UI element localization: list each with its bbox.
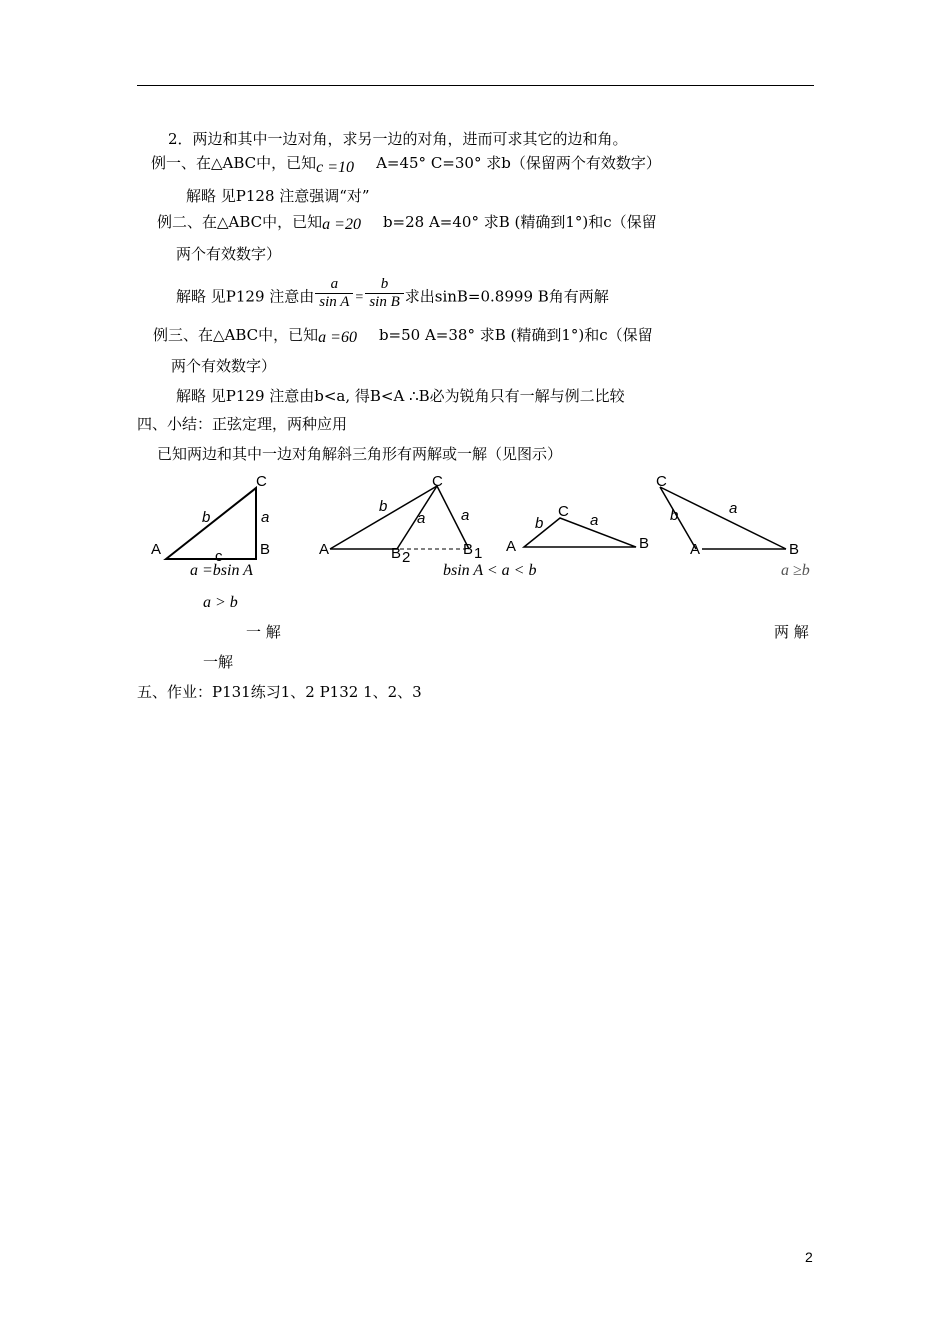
fig2-label-C: C	[432, 473, 443, 490]
label-two-solutions: 两 解	[774, 623, 809, 641]
fig2-label-b: b	[379, 498, 388, 515]
figure-two-solutions	[319, 473, 482, 566]
fig2-label-B2: B	[391, 545, 402, 562]
condition-a-eq-bsinA: a =bsin A	[190, 562, 253, 579]
section-2-title: 2．两边和其中一边对角，求另一边的对角，进而可求其它的边和角。	[168, 130, 628, 148]
example-1-prefix: 例一、在△ABC中，已知	[151, 154, 317, 172]
section-4-subtitle: 已知两边和其中一边对角解斜三角形有两解或一解（见图示）	[157, 445, 563, 463]
fraction-b-over-sinB: $\frac{b}{\text{sin B}}$	[365, 276, 403, 311]
example-3-solution: 解略 见P129 注意由b<a, 得B<A ∴B必为锐角只有一解与例二比较	[176, 387, 625, 405]
example-1-solution: 解略 见P128 注意强调“对”	[186, 187, 370, 205]
fig2-label-A: A	[319, 541, 330, 558]
fig1-label-b: b	[202, 509, 211, 526]
fig4-label-b: b	[670, 507, 679, 524]
fig3-label-C: C	[558, 503, 569, 520]
fig4-label-C: C	[656, 473, 667, 490]
example-2-solution-suffix: 求出sinB=0.8999 B角有两解	[404, 287, 609, 306]
example-2-solution-prefix: 解略 见P129 注意由	[176, 287, 315, 306]
figure-one-solution-obtuse	[506, 503, 649, 555]
fig2-label-B1: B	[463, 541, 474, 558]
fig1-label-c: c	[215, 548, 223, 565]
fig2-label-a-inner: a	[417, 510, 426, 527]
fig1-label-C: C	[256, 473, 267, 490]
label-one-solution: 一 解	[246, 623, 281, 641]
fig4-label-A: A	[690, 541, 701, 558]
fig1-label-a: a	[261, 509, 270, 526]
example-1-rest: A=45° C=30° 求b（保留两个有效数字）	[376, 154, 661, 172]
example-2-given: a =20	[322, 216, 361, 233]
fig2-label-B1-sub: 1	[474, 545, 483, 562]
fig3-label-B: B	[639, 535, 650, 552]
fig1-label-B: B	[260, 541, 271, 558]
example-3-rest-2: 两个有效数字）	[171, 357, 277, 375]
fraction-a-over-sinA: $\frac{a}{\text{sin A}}$	[315, 276, 353, 311]
fig3-label-a: a	[590, 512, 599, 529]
condition-a-ge-b: a ≥b	[781, 562, 810, 579]
section-5-homework: 五、作业：P131练习1、2 P132 1、2、3	[137, 683, 422, 701]
page-number: 2	[805, 1249, 813, 1265]
condition-a-gt-b: a > b	[203, 594, 238, 611]
figure-one-solution-a-ge-b	[656, 473, 799, 558]
example-1-given: c =10	[316, 159, 355, 176]
example-3-prefix: 例三、在△ABC中，已知	[153, 326, 319, 344]
figure-right-triangle	[151, 473, 270, 565]
fig3-label-A: A	[506, 538, 517, 555]
example-2-prefix: 例二、在△ABC中，已知	[157, 213, 323, 231]
fig2-label-B2-sub: 2	[402, 549, 411, 566]
example-2-solution	[176, 276, 609, 311]
example-2-rest-2: 两个有效数字）	[176, 245, 282, 263]
header-rule	[137, 85, 814, 86]
fig3-label-b: b	[535, 515, 544, 532]
example-3-rest: b=50 A=38° 求B (精确到1°)和c（保留	[378, 326, 653, 344]
fig4-label-B: B	[789, 541, 800, 558]
example-3	[153, 325, 653, 346]
example-1	[151, 153, 661, 174]
fig2-label-a-outer: a	[461, 507, 470, 524]
fig1-label-A: A	[151, 541, 162, 558]
section-4-title: 四、小结：正弦定理，两种应用	[137, 415, 348, 433]
fraction-equals: =	[355, 289, 364, 305]
example-2	[157, 212, 657, 233]
condition-bsinA-lt-a-lt-b: bsin A < a < b	[443, 562, 537, 579]
fig4-label-a: a	[729, 500, 738, 517]
label-one-solution-2: 一解	[203, 653, 234, 671]
example-2-rest: b=28 A=40° 求B (精确到1°)和c（保留	[382, 213, 657, 231]
example-3-given: a =60	[318, 329, 357, 346]
